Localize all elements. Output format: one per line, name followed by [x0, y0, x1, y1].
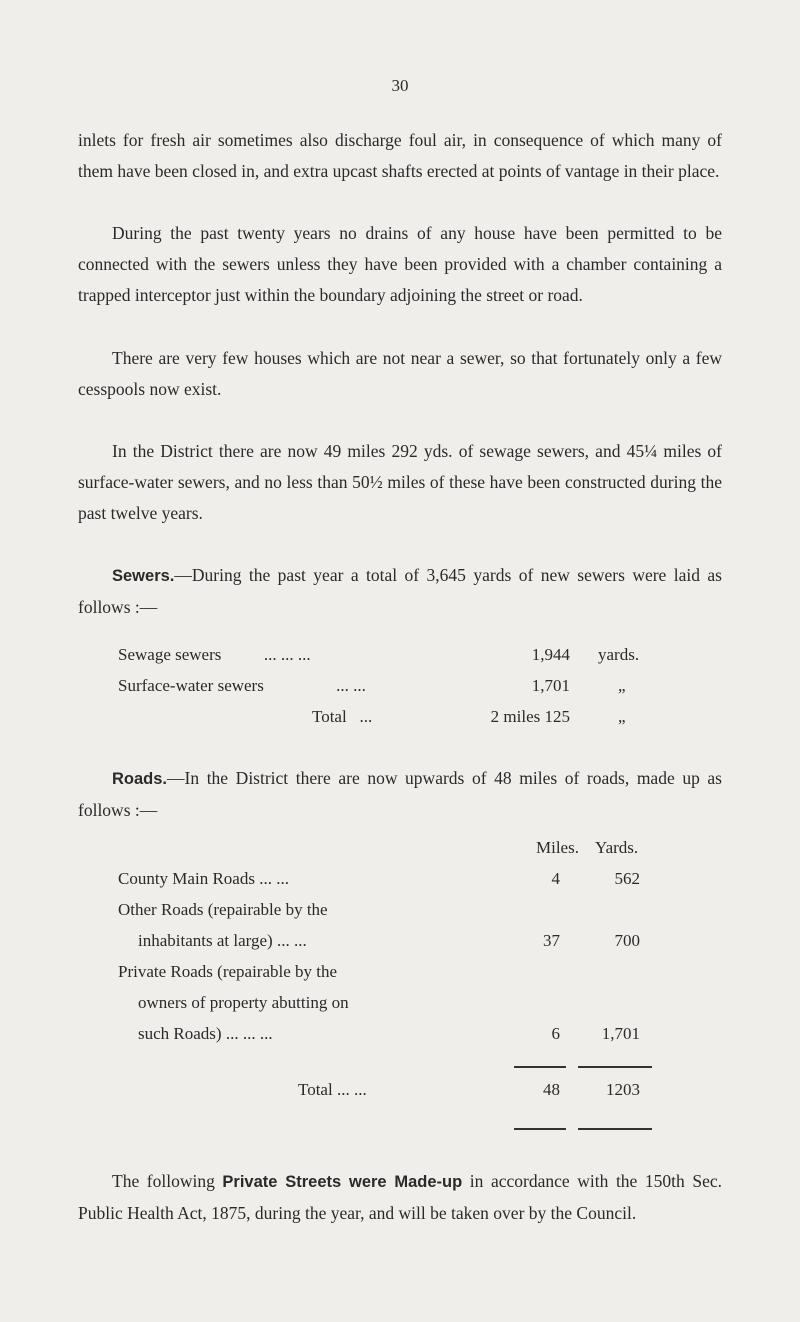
roads-row-1-miles: 37	[543, 931, 560, 950]
private-streets-heading: Private Streets were Made-up	[222, 1173, 463, 1191]
paragraph-4-text: In the District there are now 49 miles 292 yds. of sewage sewers, and 45¼ miles of surface-water sewers, and no less than 50½ miles of these have been constructed during the past twelve years.	[78, 441, 722, 523]
sewers-row-0-unit: yards.	[598, 645, 640, 664]
sewers-row-label	[118, 645, 311, 665]
sewers-row-1-label: Surface-water sewers	[118, 676, 264, 695]
total-rule-bottom-miles	[514, 1128, 566, 1130]
total-rule-bottom-yards	[578, 1128, 652, 1130]
roads-paragraph	[78, 763, 722, 826]
paragraph-4	[78, 436, 722, 529]
sewers-row-2-unit: „	[618, 707, 626, 726]
roads-text: —In the District there are now upwards of 48 miles of roads, made up as follows :—	[78, 768, 722, 820]
roads-heading: Roads.	[112, 770, 168, 788]
roads-row-1-yards: 700	[614, 931, 640, 950]
roads-row-2-line-0: Private Roads (repairable by the	[118, 962, 338, 981]
roads-row-0-miles: 4	[551, 869, 560, 888]
dot-leader: ... ... ...	[263, 645, 311, 664]
roads-total-label: Total ... ...	[298, 1080, 367, 1099]
col-header-yards: Yards.	[595, 838, 639, 857]
roads-row-2-yards: 1,701	[601, 1024, 640, 1043]
sewers-row-2-label: Total	[312, 707, 347, 726]
dot-leader: ... ...	[336, 676, 366, 695]
sewers-paragraph	[78, 560, 722, 623]
sewers-row-0-value: 1,944	[531, 645, 570, 664]
roads-row-1-line-1: inhabitants at large) ... ...	[138, 931, 307, 950]
roads-row-0-yards: 562	[614, 869, 640, 888]
total-rule-top-miles	[514, 1066, 566, 1068]
page-number: 30	[391, 76, 409, 95]
final-paragraph	[78, 1166, 722, 1229]
roads-total-miles: 48	[543, 1080, 560, 1099]
roads-row-2-line-1: owners of property abutting on	[138, 993, 349, 1012]
final-prefix: The following	[112, 1171, 223, 1191]
paragraph-3	[78, 343, 722, 405]
total-rule-top-yards	[578, 1066, 652, 1068]
sewers-row-1-value: 1,701	[531, 676, 570, 695]
final-text: in accordance with the 150th Sec. Public Health Act, 1875, during the year, and will be taken over by the Council.	[78, 1171, 722, 1223]
roads-row-2-line-2: such Roads) ... ... ...	[138, 1024, 273, 1043]
paragraph-2-text: During the past twenty years no drains of any house have been permitted to be connected with the sewers unless they have been provided with a chamber containing a trapped interceptor just within the boundary adjoining the street or road.	[78, 223, 722, 305]
roads-total-yards: 1203	[606, 1080, 640, 1099]
paragraph-1: inlets for fresh air sometimes also discharge foul air, in consequence of which many of them have been closed in, and extra upcast shafts erected at points of vantage in their place.	[78, 130, 722, 181]
roads-row-2-miles: 6	[551, 1024, 560, 1043]
sewers-text: —During the past year a total of 3,645 yards of new sewers were laid as follows :—	[78, 565, 722, 617]
roads-row-1-line-0: Other Roads (repairable by the	[118, 900, 328, 919]
sewers-row-label	[118, 676, 366, 696]
sewers-heading: Sewers.	[112, 567, 175, 585]
sewers-row-2-value: 2 miles 125	[490, 707, 570, 726]
sewers-row-0-label: Sewage sewers	[118, 645, 222, 664]
sewers-total-label	[312, 707, 372, 727]
col-header-miles: Miles.	[536, 838, 579, 857]
paragraph-2	[78, 218, 722, 311]
dot-leader: ...	[359, 707, 373, 726]
sewers-row-1-unit: „	[618, 676, 626, 695]
roads-row-0-line-0: County Main Roads ... ...	[118, 869, 289, 888]
paragraph-3-text: There are very few houses which are not near a sewer, so that fortunately only a few cesspools now exist.	[78, 348, 722, 399]
